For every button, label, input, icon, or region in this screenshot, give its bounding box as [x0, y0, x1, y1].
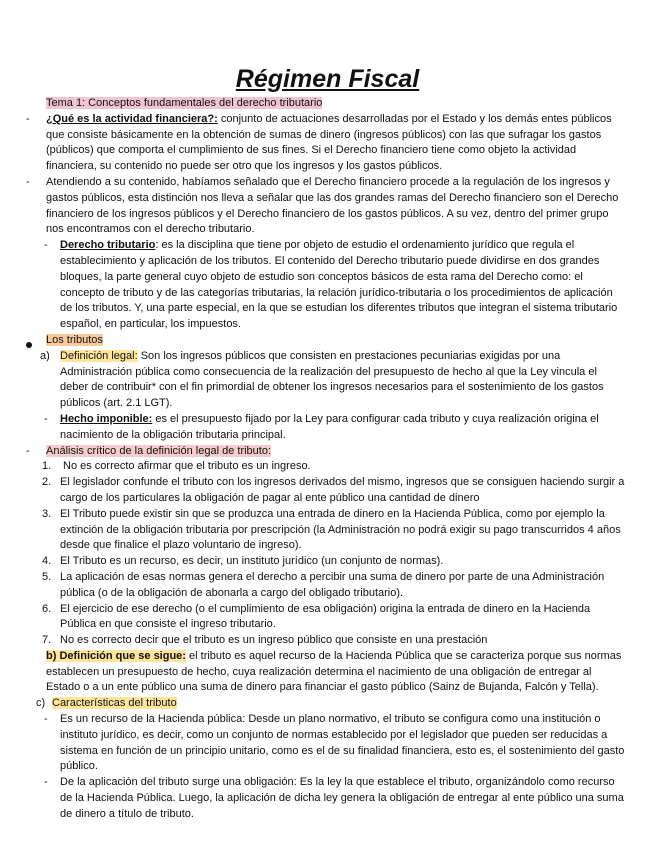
- list-item-text: El Tributo puede existir sin que se produzca una entrada de dinero en la Hacienda Pública, como por ejemplo la extinción de la obligación tributaria por prescripción (la Administración no podrá exigir su pago transcurridos 4 años desde que finalice el plazo voluntario de ingreso).: [60, 507, 621, 552]
- analisis-label: Análisis crítico de la definición legal de tributo:: [46, 444, 272, 457]
- tributos-heading: [0, 333, 655, 349]
- hecho-imponible-paragraph: [0, 412, 655, 444]
- list-number: 5.: [42, 570, 52, 583]
- dash-marker: -: [26, 444, 30, 457]
- caracteristica-item: [0, 775, 655, 822]
- contenido-text: Atendiendo a su contenido, habíamos señalado que el Derecho financiero procede a la regulación de los ingresos y gastos públicos, esta distinción nos lleva a señalar que las dos grandes ramas del Derecho financiero son el Derecho financiero de los ingresos públicos y el Derecho financiero de los gastos públicos. A su vez, dentro del primer grupo nos encontramos con el derecho tributario.: [46, 175, 619, 236]
- caracteristica-text: De la aplicación del tributo surge una obligación: Es la ley la que establece el tributo, organizándolo como recurso de la Hacienda Pública. Luego, la aplicación de dicha ley genera la obligación de entregar al ente público una suma de dinero a título de tributo.: [60, 776, 624, 820]
- def-sigue-paragraph: [0, 649, 655, 696]
- caracteristica-text: Es un recurso de la Hacienda pública: Desde un plano normativo, el tributo se configura como una institución o instituto jurídico, es decir, como un conjunto de normas establecido por el legislador que pueden ser reducidas a sistema en función de un principio unitario, como es el de su finalidad financiera, esto es, el sostenimiento del gasto público.: [60, 713, 625, 773]
- list-item-text: El ejercicio de ese derecho (o el cumplimiento de esa obligación) origina la entrada de dinero en la Hacienda Pública en que consiste el ingreso tributario.: [60, 602, 591, 631]
- list-item: [0, 633, 655, 649]
- derecho-tributario-term: Derecho tributario: [60, 239, 156, 252]
- tema-heading: [0, 96, 655, 112]
- list-number: 2.: [42, 476, 52, 489]
- document-body: [0, 96, 655, 823]
- def-legal-text: Son los ingresos públicos que consisten en prestaciones pecuniarias exigidas por una Administración pública como consecuencia de la realización del presupuesto de hecho al que la Ley vincula el deber de contribuir* con el fin primordial de obtener los ingresos necesarios para el sostenimiento de los gastos públicos (art. 2.1 LGT).: [60, 349, 604, 410]
- list-item: [0, 570, 655, 602]
- derecho-tributario-paragraph: [0, 238, 655, 333]
- dash-marker: -: [44, 239, 48, 252]
- actividad-paragraph: [0, 112, 655, 175]
- def-legal-marker: a): [40, 349, 50, 362]
- def-sigue-text: el tributo es aquel recurso de la Hacienda Pública que se caracteriza porque sus normas establecen un presupuesto de hecho, cuya realización determina el nacimiento de una obligación de entregar al Estado o a un ente público una suma de dinero para financiar el gasto público (Sainz de Bujanda, Falcón y Tella).: [46, 649, 622, 694]
- caracteristicas-heading: [0, 696, 655, 712]
- list-number: 7.: [42, 634, 52, 647]
- analisis-heading: [0, 444, 655, 460]
- actividad-term: ¿Qué es la actividad financiera?:: [46, 112, 218, 125]
- list-item-text: El Tributo es un recurso, es decir, un instituto jurídico (un conjunto de normas).: [60, 555, 444, 568]
- hecho-text: es el presupuesto fijado por la Ley para configurar cada tributo y cuya realización origina el nacimiento de la obligación tributaria principal.: [60, 412, 599, 441]
- caracteristicas-marker: c): [36, 697, 46, 710]
- list-item-text: No es correcto decir que el tributo es un ingreso público que consiste en una prestación: [60, 634, 488, 647]
- list-item-text: El legislador confunde el tributo con los ingresos derivados del mismo, ingresos que se consiguen haciendo surgir a cargo de los particulares la obligación de pagar al ente público una cantidad de dinero: [60, 476, 625, 504]
- list-item-text: No es correcto afirmar que el tributo es un ingreso.: [63, 460, 311, 473]
- page-title: Régimen Fiscal: [235, 65, 420, 93]
- list-item: [0, 459, 655, 475]
- caracteristicas-label: Características del tributo: [52, 697, 177, 710]
- derecho-tributario-text: : es la disciplina que tiene por objeto de estudio el ordenamiento jurídico que regula el establecimiento y aplicación de los tributos. El contenido del Derecho tributario puede dividirse en dos grandes bloques, la parte general cuyo objeto de estudio son conceptos básicos de esta rama del Derecho como: el concepto de tributo y de las categorías tributarias, la relación jurídico-tributaria o los procedimientos de aplicación de los tributos. Y, una parte especial, en la que se estudian los diferentes tributos que integran el sistema tributario español, en particular, los impuestos.: [60, 239, 618, 331]
- tema-label: Tema 1: Conceptos fundamentales del derecho tributario: [46, 97, 323, 109]
- dash-marker: -: [44, 713, 48, 726]
- def-legal-term: Definición legal:: [60, 349, 138, 362]
- list-number: 4.: [42, 555, 52, 568]
- def-legal-paragraph: [0, 349, 655, 412]
- list-item: [0, 602, 655, 634]
- hecho-term: Hecho imponible:: [60, 412, 153, 425]
- dash-marker: -: [44, 412, 48, 425]
- list-item-text: La aplicación de esas normas genera el derecho a percibir una suma de dinero por parte de una Administración pública (o de la obligación de abonarla a cargo del obligado tributario).: [60, 570, 605, 599]
- list-item: [0, 507, 655, 554]
- dash-marker: -: [44, 776, 48, 789]
- tributos-label: Los tributos: [46, 333, 103, 346]
- actividad-text: conjunto de actuaciones desarrolladas por el Estado y los demás entes públicos que consiste básicamente en la obtención de sumas de dinero (ingresos públicos) con las que sufragar los gastos (públicos) que comporta el cumplimiento de sus fines. Si el Derecho financiero tiene como objeto la actividad financiera, su contenido no puede ser otro que los ingresos y los gastos públicos.: [46, 112, 612, 173]
- list-item: [0, 475, 655, 507]
- dash-marker: -: [26, 175, 30, 188]
- dash-marker: -: [26, 112, 30, 125]
- list-item: [0, 554, 655, 570]
- contenido-paragraph: [0, 175, 655, 238]
- list-number: 6.: [42, 602, 52, 615]
- list-number: 1.: [42, 460, 52, 473]
- caracteristica-item: [0, 712, 655, 775]
- list-number: 3.: [42, 507, 52, 520]
- analisis-list: [0, 459, 655, 649]
- def-sigue-term: b) Definición que se sigue:: [46, 649, 186, 662]
